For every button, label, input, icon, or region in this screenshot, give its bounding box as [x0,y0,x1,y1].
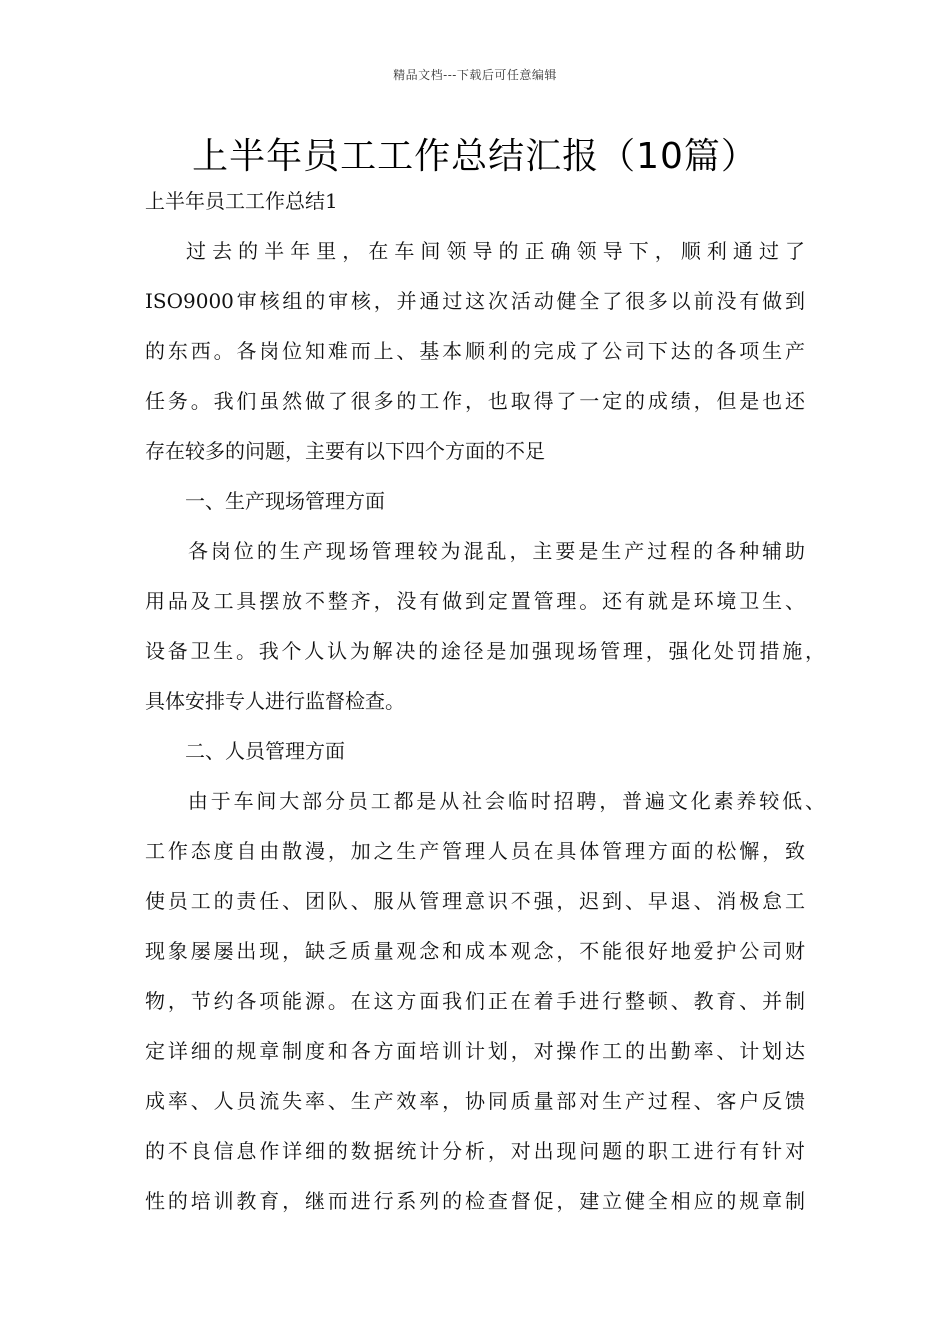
body-line: 现象屡屡出现，缺乏质量观念和成本观念，不能很好地爱护公司财 [145,939,805,963]
section-subtitle: 上半年员工工作总结1 [145,189,338,213]
body-line: 工作态度自由散漫，加之生产管理人员在具体管理方面的松懈，致 [145,839,805,863]
body-line: 存在较多的问题，主要有以下四个方面的不足 [145,439,545,463]
body-line: 的东西。各岗位知难而上、基本顺利的完成了公司下达的各项生产 [145,339,805,363]
page-title: 上半年员工工作总结汇报（10篇） [192,136,758,177]
body-line: 使员工的责任、团队、服从管理意识不强，迟到、早退、消极怠工 [145,889,805,913]
section-heading: 二、人员管理方面 [165,739,345,763]
body-line: 物，节约各项能源。在这方面我们正在着手进行整顿、教育、并制 [145,989,805,1013]
body-line: 定详细的规章制度和各方面培训计划，对操作工的出勤率、计划达 [145,1039,805,1063]
body-line: 过去的半年里，在车间领导的正确领导下，顺利通过了 [160,239,805,263]
body-line: 性的培训教育，继而进行系列的检查督促，建立健全相应的规章制 [145,1189,805,1213]
section-heading: 一、生产现场管理方面 [165,489,385,513]
body-line: 具体安排专人进行监督检查。 [145,689,405,713]
body-line: 用品及工具摆放不整齐，没有做到定置管理。还有就是环境卫生、 [145,589,805,613]
body-line: 设备卫生。我个人认为解决的途径是加强现场管理，强化处罚措施， [145,639,825,663]
body-line: 成率、人员流失率、生产效率，协同质量部对生产过程、客户反馈 [145,1089,805,1113]
body-line: 各岗位的生产现场管理较为混乱，主要是生产过程的各种辅助 [165,539,805,563]
body-line: 的不良信息作详细的数据统计分析，对出现问题的职工进行有针对 [145,1139,805,1163]
page-header: 精品文档---下载后可任意编辑 [393,68,557,82]
body-line: 由于车间大部分员工都是从社会临时招聘，普遍文化素养较低、 [165,789,825,813]
body-line: ISO9000审核组的审核，并通过这次活动健全了很多以前没有做到 [145,289,805,313]
body-line: 任务。我们虽然做了很多的工作，也取得了一定的成绩，但是也还 [145,389,805,413]
